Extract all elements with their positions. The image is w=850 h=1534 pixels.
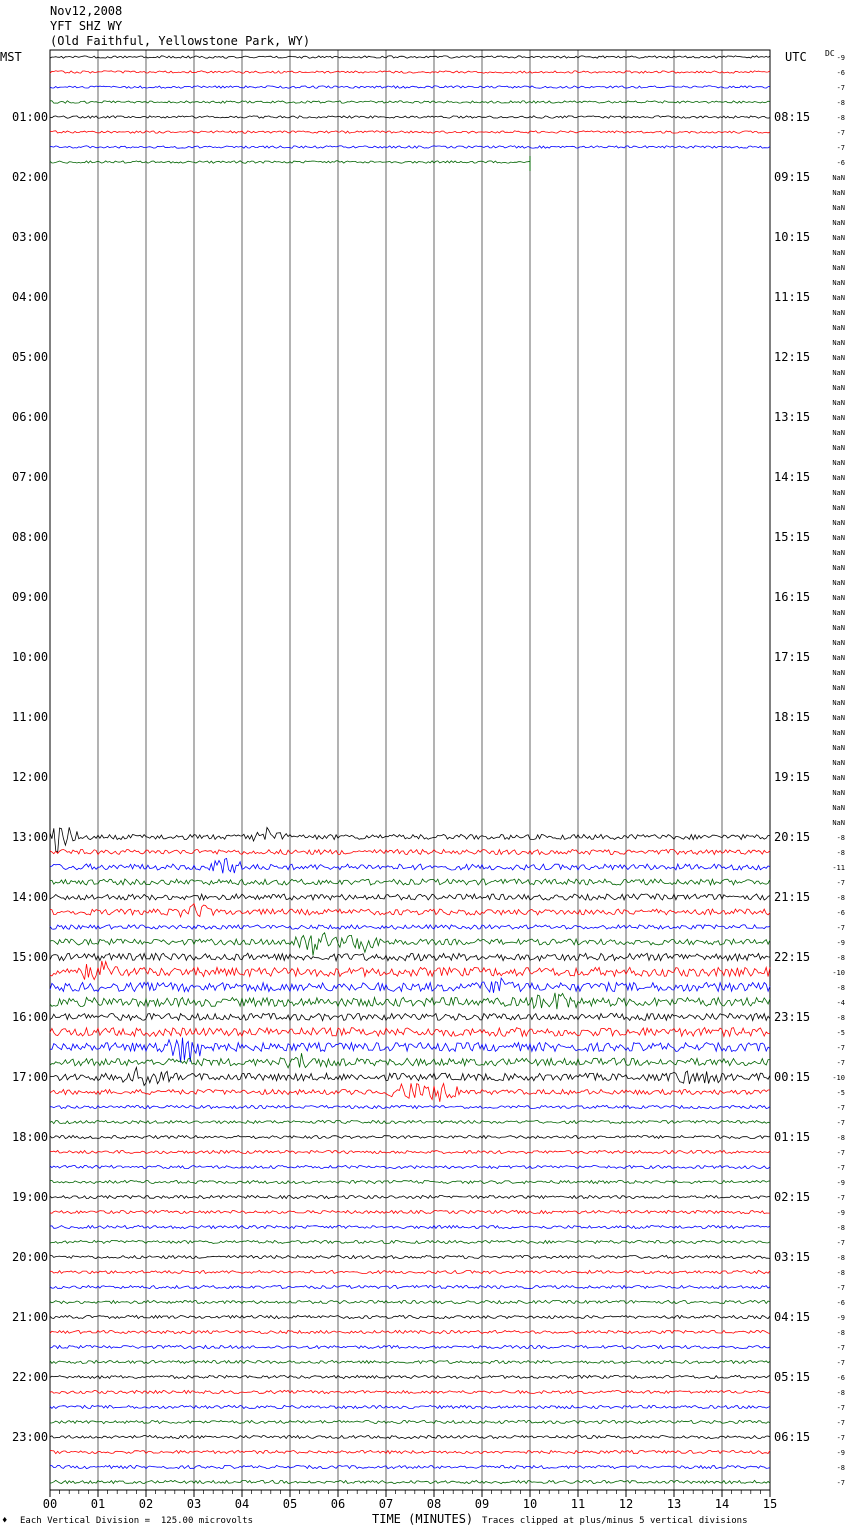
x-tick-label: 04 bbox=[234, 1497, 250, 1511]
dc-value-label: NaN bbox=[832, 489, 845, 497]
x-tick-label: 13 bbox=[666, 1497, 682, 1511]
dc-header-label: DC bbox=[825, 49, 835, 58]
dc-value-label: -9 bbox=[836, 54, 845, 62]
utc-hour-label: 08:15 bbox=[774, 110, 811, 124]
utc-hour-label: 12:15 bbox=[774, 350, 811, 364]
dc-value-label: NaN bbox=[832, 324, 845, 332]
seismic-trace bbox=[50, 1480, 770, 1483]
seismic-trace bbox=[50, 1270, 770, 1273]
dc-value-label: -8 bbox=[836, 1329, 845, 1337]
seismic-trace bbox=[50, 1038, 770, 1063]
dc-value-label: NaN bbox=[832, 339, 845, 347]
mst-hour-label: 01:00 bbox=[12, 110, 49, 124]
x-tick-label: 05 bbox=[282, 1497, 298, 1511]
seismic-trace bbox=[50, 1300, 770, 1303]
utc-hour-label: 06:15 bbox=[774, 1430, 811, 1444]
mst-axis-label: MST bbox=[0, 50, 22, 64]
mst-hour-label: 18:00 bbox=[12, 1130, 49, 1144]
dc-value-label: NaN bbox=[832, 804, 845, 812]
x-tick-label: 07 bbox=[378, 1497, 394, 1511]
dc-value-label: -8 bbox=[836, 834, 845, 842]
mst-hour-label: 12:00 bbox=[12, 770, 49, 784]
dc-value-label: -8 bbox=[836, 1014, 845, 1022]
seismic-trace bbox=[50, 953, 770, 961]
dc-value-label: -7 bbox=[836, 1119, 845, 1127]
x-tick-label: 14 bbox=[714, 1497, 730, 1511]
utc-hour-label: 03:15 bbox=[774, 1250, 811, 1264]
utc-hour-label: 14:15 bbox=[774, 470, 811, 484]
mst-hour-label: 06:00 bbox=[12, 410, 49, 424]
dc-value-label: NaN bbox=[832, 369, 845, 377]
utc-hour-label: 18:15 bbox=[774, 710, 811, 724]
plot-frame bbox=[50, 50, 770, 1490]
seismic-trace bbox=[50, 1345, 770, 1348]
mst-hour-label: 14:00 bbox=[12, 890, 49, 904]
dc-value-label: NaN bbox=[832, 639, 845, 647]
dc-value-label: NaN bbox=[832, 699, 845, 707]
mst-hour-label: 20:00 bbox=[12, 1250, 49, 1264]
dc-value-label: -9 bbox=[836, 1179, 845, 1187]
seismic-trace bbox=[50, 879, 770, 885]
x-tick-label: 15 bbox=[762, 1497, 778, 1511]
mst-hour-label: 11:00 bbox=[12, 710, 49, 724]
dc-value-label: -7 bbox=[836, 144, 845, 152]
dc-value-label: NaN bbox=[832, 789, 845, 797]
seismic-trace bbox=[50, 1180, 770, 1183]
seismic-trace bbox=[50, 1028, 770, 1037]
utc-hour-label: 01:15 bbox=[774, 1130, 811, 1144]
seismic-trace bbox=[50, 1210, 770, 1213]
x-tick-label: 01 bbox=[90, 1497, 106, 1511]
dc-value-label: NaN bbox=[832, 594, 845, 602]
seismic-trace bbox=[50, 933, 770, 956]
dc-value-label: -6 bbox=[836, 1299, 845, 1307]
dc-value-label: NaN bbox=[832, 174, 845, 182]
utc-hour-label: 04:15 bbox=[774, 1310, 811, 1324]
seismic-trace bbox=[50, 1435, 770, 1438]
dc-value-label: -7 bbox=[836, 1479, 845, 1487]
dc-value-label: -9 bbox=[836, 1209, 845, 1217]
seismic-trace bbox=[50, 71, 770, 73]
seismic-trace bbox=[50, 116, 770, 118]
mst-hour-label: 07:00 bbox=[12, 470, 49, 484]
seismic-trace bbox=[50, 1330, 770, 1333]
x-tick-label: 11 bbox=[570, 1497, 586, 1511]
dc-value-label: NaN bbox=[832, 534, 845, 542]
seismic-trace bbox=[50, 1013, 770, 1020]
seismic-trace bbox=[50, 1240, 770, 1243]
utc-hour-label: 11:15 bbox=[774, 290, 811, 304]
utc-hour-label: 15:15 bbox=[774, 530, 811, 544]
x-tick-label: 09 bbox=[474, 1497, 490, 1511]
seismic-trace bbox=[50, 961, 770, 980]
dc-value-label: -9 bbox=[836, 1314, 845, 1322]
dc-value-label: NaN bbox=[832, 579, 845, 587]
dc-value-label: NaN bbox=[832, 204, 845, 212]
dc-value-label: NaN bbox=[832, 279, 845, 287]
x-tick-label: 12 bbox=[618, 1497, 634, 1511]
seismic-trace bbox=[50, 894, 770, 900]
clip-note: Traces clipped at plus/minus 5 vertical divisions bbox=[482, 1516, 748, 1526]
dc-value-label: -6 bbox=[836, 159, 845, 167]
mst-hour-label: 08:00 bbox=[12, 530, 49, 544]
dc-value-label: -5 bbox=[836, 1089, 845, 1097]
dc-value-label: NaN bbox=[832, 234, 845, 242]
dc-value-label: -7 bbox=[836, 1344, 845, 1352]
dc-value-label: NaN bbox=[832, 744, 845, 752]
dc-value-label: NaN bbox=[832, 684, 845, 692]
utc-hour-label: 16:15 bbox=[774, 590, 811, 604]
station-location: (Old Faithful, Yellowstone Park, WY) bbox=[50, 34, 311, 48]
seismic-trace bbox=[50, 1405, 770, 1408]
dc-value-label: -10 bbox=[832, 1074, 845, 1082]
mst-hour-label: 21:00 bbox=[12, 1310, 49, 1324]
dc-value-label: -8 bbox=[836, 114, 845, 122]
dc-value-label: NaN bbox=[832, 444, 845, 452]
dc-value-label: NaN bbox=[832, 549, 845, 557]
dc-value-label: NaN bbox=[832, 189, 845, 197]
dc-value-label: NaN bbox=[832, 669, 845, 677]
x-tick-label: 00 bbox=[42, 1497, 58, 1511]
dc-value-label: -8 bbox=[836, 1389, 845, 1397]
seismic-trace bbox=[50, 993, 770, 1009]
seismic-trace bbox=[50, 1120, 770, 1123]
dc-value-label: -4 bbox=[836, 999, 845, 1007]
dc-value-label: NaN bbox=[832, 729, 845, 737]
dc-value-label: -9 bbox=[836, 1449, 845, 1457]
dc-value-label: -8 bbox=[836, 984, 845, 992]
seismic-trace bbox=[50, 1315, 770, 1318]
dc-value-label: -7 bbox=[836, 1419, 845, 1427]
dc-value-label: -8 bbox=[836, 1134, 845, 1142]
dc-value-label: NaN bbox=[832, 624, 845, 632]
dc-value-label: -8 bbox=[836, 99, 845, 107]
dc-value-label: NaN bbox=[832, 399, 845, 407]
dc-value-label: NaN bbox=[832, 219, 845, 227]
dc-value-label: NaN bbox=[832, 474, 845, 482]
utc-hour-label: 23:15 bbox=[774, 1010, 811, 1024]
dc-value-label: -7 bbox=[836, 1059, 845, 1067]
dc-value-label: NaN bbox=[832, 759, 845, 767]
dc-value-label: NaN bbox=[832, 819, 845, 827]
seismic-trace bbox=[50, 101, 770, 103]
dc-value-label: -8 bbox=[836, 954, 845, 962]
dc-value-label: -8 bbox=[836, 894, 845, 902]
x-axis-title: TIME (MINUTES) bbox=[372, 1512, 474, 1526]
mst-hour-label: 22:00 bbox=[12, 1370, 49, 1384]
dc-value-label: -8 bbox=[836, 1254, 845, 1262]
mst-hour-label: 13:00 bbox=[12, 830, 49, 844]
dc-value-label: NaN bbox=[832, 249, 845, 257]
seismic-trace bbox=[50, 925, 770, 929]
utc-hour-label: 19:15 bbox=[774, 770, 811, 784]
seismic-trace bbox=[50, 1225, 770, 1228]
dc-value-label: -7 bbox=[836, 1284, 845, 1292]
dc-value-label: -7 bbox=[836, 1104, 845, 1112]
dc-value-label: -7 bbox=[836, 1404, 845, 1412]
dc-value-label: NaN bbox=[832, 459, 845, 467]
dc-value-label: -8 bbox=[836, 1224, 845, 1232]
dc-value-label: -7 bbox=[836, 924, 845, 932]
seismic-trace bbox=[50, 131, 770, 133]
dc-value-label: NaN bbox=[832, 294, 845, 302]
dc-value-label: -8 bbox=[836, 1269, 845, 1277]
seismic-trace bbox=[50, 904, 770, 917]
seismic-trace bbox=[50, 1165, 770, 1168]
dc-value-label: -8 bbox=[836, 849, 845, 857]
seismic-trace bbox=[50, 1083, 770, 1101]
seismic-trace bbox=[50, 1360, 770, 1363]
dc-value-label: -8 bbox=[836, 1464, 845, 1472]
seismic-trace bbox=[50, 1285, 770, 1288]
dc-value-label: -6 bbox=[836, 69, 845, 77]
seismic-trace bbox=[50, 850, 770, 855]
utc-hour-label: 02:15 bbox=[774, 1190, 811, 1204]
mst-hour-label: 23:00 bbox=[12, 1430, 49, 1444]
dc-value-label: -6 bbox=[836, 1374, 845, 1382]
dc-value-label: -7 bbox=[836, 1359, 845, 1367]
utc-hour-label: 13:15 bbox=[774, 410, 811, 424]
seismic-trace bbox=[50, 827, 770, 852]
mst-hour-label: 02:00 bbox=[12, 170, 49, 184]
utc-hour-label: 10:15 bbox=[774, 230, 811, 244]
dc-value-label: -7 bbox=[836, 129, 845, 137]
mst-hour-label: 10:00 bbox=[12, 650, 49, 664]
station-code: YFT SHZ WY bbox=[50, 19, 123, 33]
seismic-trace bbox=[50, 146, 770, 148]
utc-hour-label: 00:15 bbox=[774, 1070, 811, 1084]
dc-value-label: -11 bbox=[832, 864, 845, 872]
x-tick-label: 10 bbox=[522, 1497, 538, 1511]
seismic-trace bbox=[50, 1150, 770, 1153]
mst-hour-label: 17:00 bbox=[12, 1070, 49, 1084]
dc-value-label: NaN bbox=[832, 504, 845, 512]
x-tick-label: 06 bbox=[330, 1497, 346, 1511]
utc-hour-label: 09:15 bbox=[774, 170, 811, 184]
dc-value-label: -7 bbox=[836, 1239, 845, 1247]
dc-value-label: -9 bbox=[836, 939, 845, 947]
seismic-trace bbox=[50, 56, 770, 58]
utc-hour-label: 20:15 bbox=[774, 830, 811, 844]
plot-date: Nov12,2008 bbox=[50, 4, 123, 18]
dc-value-label: NaN bbox=[832, 354, 845, 362]
mst-hour-label: 05:00 bbox=[12, 350, 49, 364]
mst-hour-label: 15:00 bbox=[12, 950, 49, 964]
utc-hour-label: 21:15 bbox=[774, 890, 811, 904]
seismic-trace bbox=[50, 1053, 770, 1068]
seismic-trace bbox=[50, 1255, 770, 1258]
mst-hour-label: 16:00 bbox=[12, 1010, 49, 1024]
dc-value-label: NaN bbox=[832, 609, 845, 617]
seismic-trace bbox=[50, 1420, 770, 1423]
seismic-trace bbox=[50, 1450, 770, 1453]
dc-value-label: -7 bbox=[836, 1164, 845, 1172]
dc-value-label: -7 bbox=[836, 1149, 845, 1157]
dc-value-label: -7 bbox=[836, 84, 845, 92]
dc-value-label: -7 bbox=[836, 1044, 845, 1052]
dc-value-label: -10 bbox=[832, 969, 845, 977]
seismic-trace bbox=[50, 858, 770, 873]
dc-value-label: NaN bbox=[832, 714, 845, 722]
dc-value-label: NaN bbox=[832, 564, 845, 572]
dc-value-label: -7 bbox=[836, 879, 845, 887]
dc-value-label: NaN bbox=[832, 774, 845, 782]
utc-hour-label: 05:15 bbox=[774, 1370, 811, 1384]
seismic-trace bbox=[50, 1375, 770, 1378]
dc-value-label: -6 bbox=[836, 909, 845, 917]
mst-hour-label: 03:00 bbox=[12, 230, 49, 244]
seismic-trace bbox=[50, 978, 770, 993]
mst-hour-label: 04:00 bbox=[12, 290, 49, 304]
seismic-trace bbox=[50, 1105, 770, 1108]
mst-hour-label: 19:00 bbox=[12, 1190, 49, 1204]
seismic-trace bbox=[50, 1067, 770, 1085]
dc-value-label: NaN bbox=[832, 264, 845, 272]
utc-axis-label: UTC bbox=[785, 50, 807, 64]
x-tick-label: 08 bbox=[426, 1497, 442, 1511]
dc-value-label: NaN bbox=[832, 309, 845, 317]
x-tick-label: 03 bbox=[186, 1497, 202, 1511]
dc-value-label: NaN bbox=[832, 519, 845, 527]
dc-value-label: NaN bbox=[832, 414, 845, 422]
mst-hour-label: 09:00 bbox=[12, 590, 49, 604]
x-tick-label: 02 bbox=[138, 1497, 154, 1511]
dc-value-label: NaN bbox=[832, 384, 845, 392]
scale-note: Each Vertical Division = 125.00 microvolts bbox=[20, 1516, 253, 1526]
dc-value-label: -7 bbox=[836, 1434, 845, 1442]
dc-value-label: -5 bbox=[836, 1029, 845, 1037]
seismic-trace bbox=[50, 86, 770, 88]
seismic-trace bbox=[50, 1195, 770, 1198]
seismic-trace bbox=[50, 1135, 770, 1138]
corner-mark: ♦ bbox=[2, 1516, 8, 1526]
seismic-trace bbox=[50, 1465, 770, 1468]
seismic-trace bbox=[50, 1390, 770, 1393]
dc-value-label: -7 bbox=[836, 1194, 845, 1202]
dc-value-label: NaN bbox=[832, 654, 845, 662]
utc-hour-label: 17:15 bbox=[774, 650, 811, 664]
utc-hour-label: 22:15 bbox=[774, 950, 811, 964]
dc-value-label: NaN bbox=[832, 429, 845, 437]
